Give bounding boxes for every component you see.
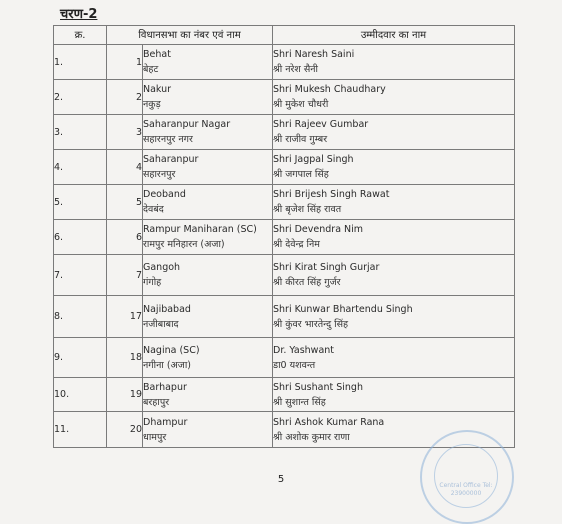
serial-number: 5. <box>54 185 107 220</box>
constituency-name <box>143 412 273 448</box>
serial-number: 6. <box>54 220 107 255</box>
constituency-name-en: Rampur Maniharan (SC) <box>143 224 257 235</box>
serial-number: 1. <box>54 45 107 80</box>
candidate-name <box>273 220 515 255</box>
serial-number: 8. <box>54 296 107 338</box>
table-row <box>54 296 515 338</box>
table-row <box>54 185 515 220</box>
phase-title: चरण-2 <box>60 7 98 22</box>
constituency-name-en: Saharanpur <box>143 154 199 165</box>
constituency-number: 6 <box>107 220 143 255</box>
candidate-name-hi: श्री कीरत सिंह गुर्जर <box>273 277 341 288</box>
candidate-name-en: Shri Kirat Singh Gurjar <box>273 262 380 273</box>
constituency-name <box>143 378 273 412</box>
constituency-name-hi: देवबंद <box>143 204 164 215</box>
header-candidate: उम्मीदवार का नाम <box>273 26 515 45</box>
table-row <box>54 45 515 80</box>
candidate-name-hi: श्री बृजेश सिंह रावत <box>273 204 342 215</box>
serial-number: 3. <box>54 115 107 150</box>
candidate-name-en: Shri Rajeev Gumbar <box>273 119 369 130</box>
candidate-name <box>273 378 515 412</box>
page-number: 5 <box>277 474 285 485</box>
constituency-name-hi: नकुड़ <box>143 99 161 110</box>
constituency-number: 2 <box>107 80 143 115</box>
constituency-name <box>143 338 273 378</box>
table-row <box>54 220 515 255</box>
candidate-name-hi: डा0 यशवन्त <box>273 359 316 371</box>
candidate-name-en: Shri Ashok Kumar Rana <box>273 416 385 428</box>
candidate-name <box>273 45 515 80</box>
table-row <box>54 80 515 115</box>
serial-number: 11. <box>54 412 107 448</box>
table-row <box>54 115 515 150</box>
candidate-name-en: Shri Brijesh Singh Rawat <box>273 189 390 200</box>
constituency-name <box>143 296 273 338</box>
constituency-name-en: Nakur <box>143 84 172 95</box>
constituency-name-hi: गंगोह <box>143 277 162 288</box>
candidate-name-hi: श्री सुशान्त सिंह <box>273 396 326 408</box>
candidate-name-hi: श्री राजीव गुम्बर <box>273 134 328 145</box>
constituency-number: 20 <box>107 412 143 448</box>
header-constituency: विधानसभा का नंबर एवं नाम <box>107 26 273 45</box>
candidate-name-hi: श्री मुकेश चौधरी <box>273 99 329 110</box>
constituency-name-hi: नगीना (अजा) <box>143 359 192 371</box>
candidate-name-en: Shri Kunwar Bhartendu Singh <box>273 303 413 315</box>
table-row <box>54 255 515 296</box>
candidate-name <box>273 115 515 150</box>
constituency-number: 7 <box>107 255 143 296</box>
constituency-name <box>143 45 273 80</box>
candidate-name-en: Shri Naresh Saini <box>273 49 355 60</box>
candidate-table <box>53 25 515 448</box>
table-header-row <box>54 26 515 45</box>
constituency-number: 5 <box>107 185 143 220</box>
constituency-name-en: Barhapur <box>143 381 187 393</box>
constituency-number: 4 <box>107 150 143 185</box>
serial-number: 9. <box>54 338 107 378</box>
candidate-name-hi: श्री कुंवर भारतेन्दु सिंह <box>273 318 349 330</box>
serial-number: 2. <box>54 80 107 115</box>
candidate-name-hi: श्री नरेश सैनी <box>273 64 318 75</box>
candidate-name-en: Shri Devendra Nim <box>273 224 364 235</box>
constituency-name-en: Deoband <box>143 189 186 200</box>
constituency-number: 19 <box>107 378 143 412</box>
constituency-name-hi: बरहापुर <box>143 396 170 408</box>
constituency-name-en: Dhampur <box>143 416 188 428</box>
constituency-name-hi: सहारनपुर <box>143 169 176 180</box>
constituency-name-hi: बेहट <box>143 64 159 75</box>
seal-text: Central Office Tel: 23900000 <box>439 482 493 497</box>
table-row <box>54 338 515 378</box>
constituency-name <box>143 80 273 115</box>
candidate-name-hi: श्री अशोक कुमार राणा <box>273 431 350 443</box>
constituency-name-hi: रामपुर मनिहारन (अजा) <box>143 239 225 250</box>
constituency-name-en: Nagina (SC) <box>143 344 200 356</box>
constituency-name-en: Gangoh <box>143 262 181 273</box>
constituency-name <box>143 115 273 150</box>
table-row <box>54 150 515 185</box>
candidate-name <box>273 150 515 185</box>
candidate-name-en: Shri Mukesh Chaudhary <box>273 84 386 95</box>
constituency-name <box>143 255 273 296</box>
candidate-name-en: Dr. Yashwant <box>273 344 335 356</box>
constituency-number: 1 <box>107 45 143 80</box>
serial-number: 4. <box>54 150 107 185</box>
constituency-number: 17 <box>107 296 143 338</box>
constituency-name-hi: धामपुर <box>143 431 167 443</box>
candidate-name <box>273 80 515 115</box>
constituency-name-en: Najibabad <box>143 303 191 315</box>
candidate-name <box>273 185 515 220</box>
constituency-number: 18 <box>107 338 143 378</box>
constituency-name-en: Saharanpur Nagar <box>143 119 231 130</box>
constituency-name <box>143 185 273 220</box>
candidate-name <box>273 338 515 378</box>
constituency-name-hi: नजीबाबाद <box>143 318 179 330</box>
serial-number: 10. <box>54 378 107 412</box>
header-sno: क्र. <box>54 26 107 45</box>
candidate-name <box>273 296 515 338</box>
candidate-name-en: Shri Sushant Singh <box>273 381 363 393</box>
candidate-name-en: Shri Jagpal Singh <box>273 154 354 165</box>
constituency-name-en: Behat <box>143 49 171 60</box>
candidate-name-hi: श्री जगपाल सिंह <box>273 169 329 180</box>
constituency-name <box>143 150 273 185</box>
serial-number: 7. <box>54 255 107 296</box>
table-row <box>54 378 515 412</box>
constituency-number: 3 <box>107 115 143 150</box>
constituency-name <box>143 220 273 255</box>
candidate-name-hi: श्री देवेन्द्र निम <box>273 239 320 250</box>
constituency-name-hi: सहारनपुर नगर <box>143 134 193 145</box>
candidate-name <box>273 255 515 296</box>
